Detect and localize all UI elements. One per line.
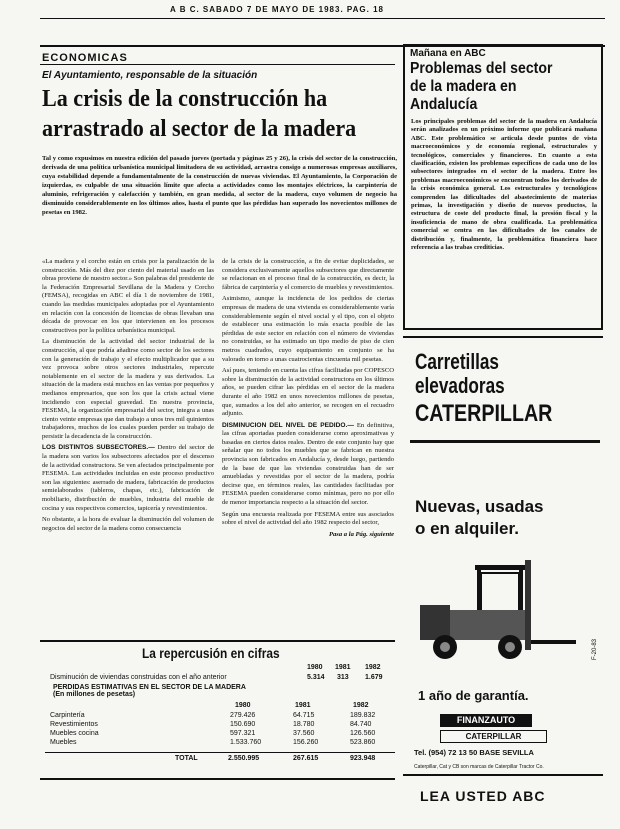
subheading: DISMINUCION DEL NIVEL DE PEDIDO.— [222,421,354,429]
ad-line: Carretillas [415,349,499,374]
row-label: Muebles [50,739,77,746]
ad-code: F-20-83 [592,638,598,660]
table-subtitle-2: (En millones de pesetas) [53,691,136,698]
header-rule [40,18,605,19]
paragraph: Según una encuesta realizada por FESEMA entre sus asociados sobre el nivel de actividad del año 1982 respecto del sector, [222,510,394,527]
ad-footnote: Caterpillar, Cat y CB son marcas de Caterpillar Tractor Co. [414,764,544,770]
table-cell: 313 [337,674,349,681]
table-cell: 84.740 [350,721,372,728]
ad-offer [415,496,544,540]
table-cell: 267.615 [293,755,319,762]
table-title: La repercusión en cifras [142,645,280,661]
row-label: Disminución de viviendas construidas con el año anterior [50,674,227,681]
paragraph: No obstante, a la hora de evaluar la disminución del volumen de negocios del sector de la madera como consecuencia [42,516,214,532]
ad-phone: Tel. (954) 72 13 50 BASE SEVILLA [414,748,534,757]
ad-line: o en alquiler. [415,519,519,538]
table-cell: 189.832 [350,712,376,719]
page-header: A B C. SABADO 7 DE MAYO DE 1983. PAG. 18 [170,5,384,14]
continued-label: Pasa a la Pág. siguiente [328,530,394,538]
table-cell: 279.426 [230,712,256,719]
paragraph: En definitiva, las cifras aportadas pueden considerarse como aproximativas y basadas en ciertos datos reales. Dentro de este conjunto hay que señalar que no todos los muebles que se fabrican en nuestra provincia son fabricados en Andalucía y, desde luego, partiendo de la base de que las viviendas construidas han de ser amuebladas y revestidas por el sector de la madera, podría decirse que, en términos reales, las cantidades facilitadas por FESEMA pueden considerarse como mínimas, pero no por ello de menor importancia respecto a la situación del sector. [222,421,395,507]
paragraph: de la crisis de la construcción, a fin de evitar duplicidades, se considera exclusivamente aquellos subsectores que directamente se relacionan en el proceso final de la construcción, es decir, la fábrica de carpintería y el comercio de muebles y revestimientos. [222,258,394,291]
table-cell: 597.321 [230,730,256,737]
article-lead: Tal y como expusimos en nuestra edición del pasado jueves (portada y páginas 25 y 26), la crisis del sector de la construcción, derivada de una política urbanística municipal limitadora de su actividad, arrastra consigo a numerosas empresas auxiliares, cuya estabilidad depende a fundamentalmente de la construcción de nuevas viviendas. El Ayuntamiento, la Corporación de izquierdas, es culpable de una situación límite que afecta a actividades como los montajes eléctricos, la carpintería de aluminio, refrigeración y calefacción y también, en gran medida, al sector de la madera, cuyo volumen de negocio ha disminuido considerablemente en los últimos años, hasta el punto que las pérdidas han superado los novecientos millones de pesetas en 1982. [42,155,397,216]
forklift-illustration [415,555,585,665]
table-cell: 126.560 [350,730,376,737]
sidebar-kicker: Mañana en ABC [410,48,486,59]
table-cell: 1.533.760 [230,739,262,746]
finanzauto-logo [440,714,532,727]
ad-rule [410,440,600,443]
table-border [40,640,395,780]
total-label: TOTAL [175,755,198,762]
ad-line: Nuevas, usadas [415,497,544,516]
table-cell: 523.860 [350,739,376,746]
row-label: Muebles cocina [50,730,99,737]
table-cell: 2.550.995 [228,755,260,762]
paragraph: Dentro del sector de la madera son varios los subsectores afectados por el descenso de la actividad constructora. Se ven afectados principalmente por FESEMA. Las actividades incluidas en este proceso productivo son las siguientes: aserrado de madera, fabricación de productos semielaborados (tableros, chapas, etc.), fabricación de mobiliario, distribución de muebles, industria del mueble de cocina y sus respectivos comercios, tapicería y revestimientos. [42,444,214,512]
table-cell: 923.948 [350,755,376,762]
table-cell: 18.780 [293,721,315,728]
article-column-1 [42,258,214,536]
paragraph: Asimismo, aunque la incidencia de los pedidos de ciertas empresas de madera de una vivienda es considerablemente varía considerablemente según el nivel social y el tipo, con el objeto de establecer una estimación lo más exacta posible de las pérdidas de este sector en relación con el número de viviendas no construidas, se ha estimado un tipo medio de piso de cien metros cuadrados, cuyo equipamiento en conjunto se ha valorado en torno a unas cuatrocientas cincuenta mil pesetas. [222,295,394,363]
article-kicker: El Ayuntamiento, responsable de la situación [42,70,258,81]
year-header: 1982 [353,702,369,709]
row-label: Revestimientos [50,721,98,728]
year-header: 1980 [235,702,251,709]
section-label: ECONOMICAS [42,52,128,64]
subheading: LOS DISTINTOS SUBSECTORES.— [42,444,155,452]
table-cell: 1.679 [365,674,383,681]
year-header: 1980 [307,664,323,671]
ad-line: elevadoras [415,373,505,398]
sidebar-body: Los principales problemas del sector de la madera en Andalucía serán analizados en un próximo informe que publicará mañana ABC. Este problemático se articula desde puntos de vista macroeconómicos y de economía regional, estructurales y tecnológicos, comerciales y financieros. En cuanto a esta clasificación, existen los problemas específicos de cada uno de los subsectores integrados en el sector de la madera. Entre los problemas macroeconómicos se encuentran todos los derivados de la crisis económica general. Los estructurales y tecnológicos comprenden las dificultades del abastecimiento de materias primas, la investigación y diseño de nuevos productos, la estructura de coste del producto final, la presión fiscal y la insuficiencia de mano de obra cualificada. La problemática comercial se centra en las dificultades de los canales de distribución y, finalmente, la problemática financiera hace referencia a las trabas crediticias. [411,118,597,252]
ad-guarantee: 1 año de garantía. [418,688,529,703]
paragraph: La disminución de la actividad del sector industrial de la construcción, al que podría añadirse como sector de los sectores con la generación de trabajo y el efecto multiplicador que a su vez provoca sobre otros sectores industriales, repercute notablemente en el sector de la madera y sus derivados. La situación de la madera está muchos en las ventas por pequeños y medianos empresarios, que son los que la crisis actual viene incidiendo con especial gravedad. En nuestra provincia, FESEMA, la organización empresarial del sector, integra a unas ciento veinte empresas que dan trabajo a unos tres mil quinientos trabajadores, muchos de los cuales pueden perder su trabajo de persistir la decadencia de la construcción. [42,338,214,440]
year-header: 1981 [335,664,351,671]
ad-headline [415,350,505,398]
article-headline: La crisis de la construcción ha arrastrado al sector de la madera [42,86,357,142]
cat-small-text: CATERPILLAR [465,732,522,741]
lea-usted-abc: LEA USTED ABC [420,788,546,804]
sidebar-title: Problemas del sector de la madera en Andalucía [410,60,553,113]
cat-small-logo [440,730,547,743]
table-cell: 64.715 [293,712,315,719]
section-rule [40,64,395,65]
table-subtitle: PERDIDAS ESTIMATIVAS EN EL SECTOR DE LA MADERA [53,684,246,691]
year-header: 1982 [365,664,381,671]
article-column-2 [222,258,394,542]
year-header: 1981 [295,702,311,709]
row-label: Carpintería [50,712,85,719]
table-cell: 150.690 [230,721,256,728]
finanzauto-text: FINANZAUTO [456,715,516,725]
paragraph: Así pues, teniendo en cuenta las cifras facilitadas por COPESCO sobre la disminución de la actividad constructora en los últimos años, se pueden cifrar las pérdidas en el sector de la madera durante el año 1982 en unos novecientos millones de pesetas, que, sumados a los del año anterior, se recogen en el recuadro adjunto. [222,367,394,418]
table-cell: 156.260 [293,739,319,746]
table-cell: 37.560 [293,730,315,737]
caterpillar-logo: CATERPILLAR [415,400,553,427]
table-cell: 5.314 [307,674,325,681]
paragraph: «La madera y el corcho están en crisis por la paralización de la construcción. Más del diez por ciento del material usado en las obras proviene de nuestro sector.» Son palabras del presidente de la Federación Empresarial Sevillana de la Madera y Corcho (FEMSA), recogidas en ABC el día 1 de noviembre de 1981, cuando las medidas municipales adoptadas por el Ayuntamiento en relación con la concesión de licencias de obras llevaban una década de provocar en los que intervienen en los procesos constructivos por la política urbanística municipal. [42,258,214,334]
